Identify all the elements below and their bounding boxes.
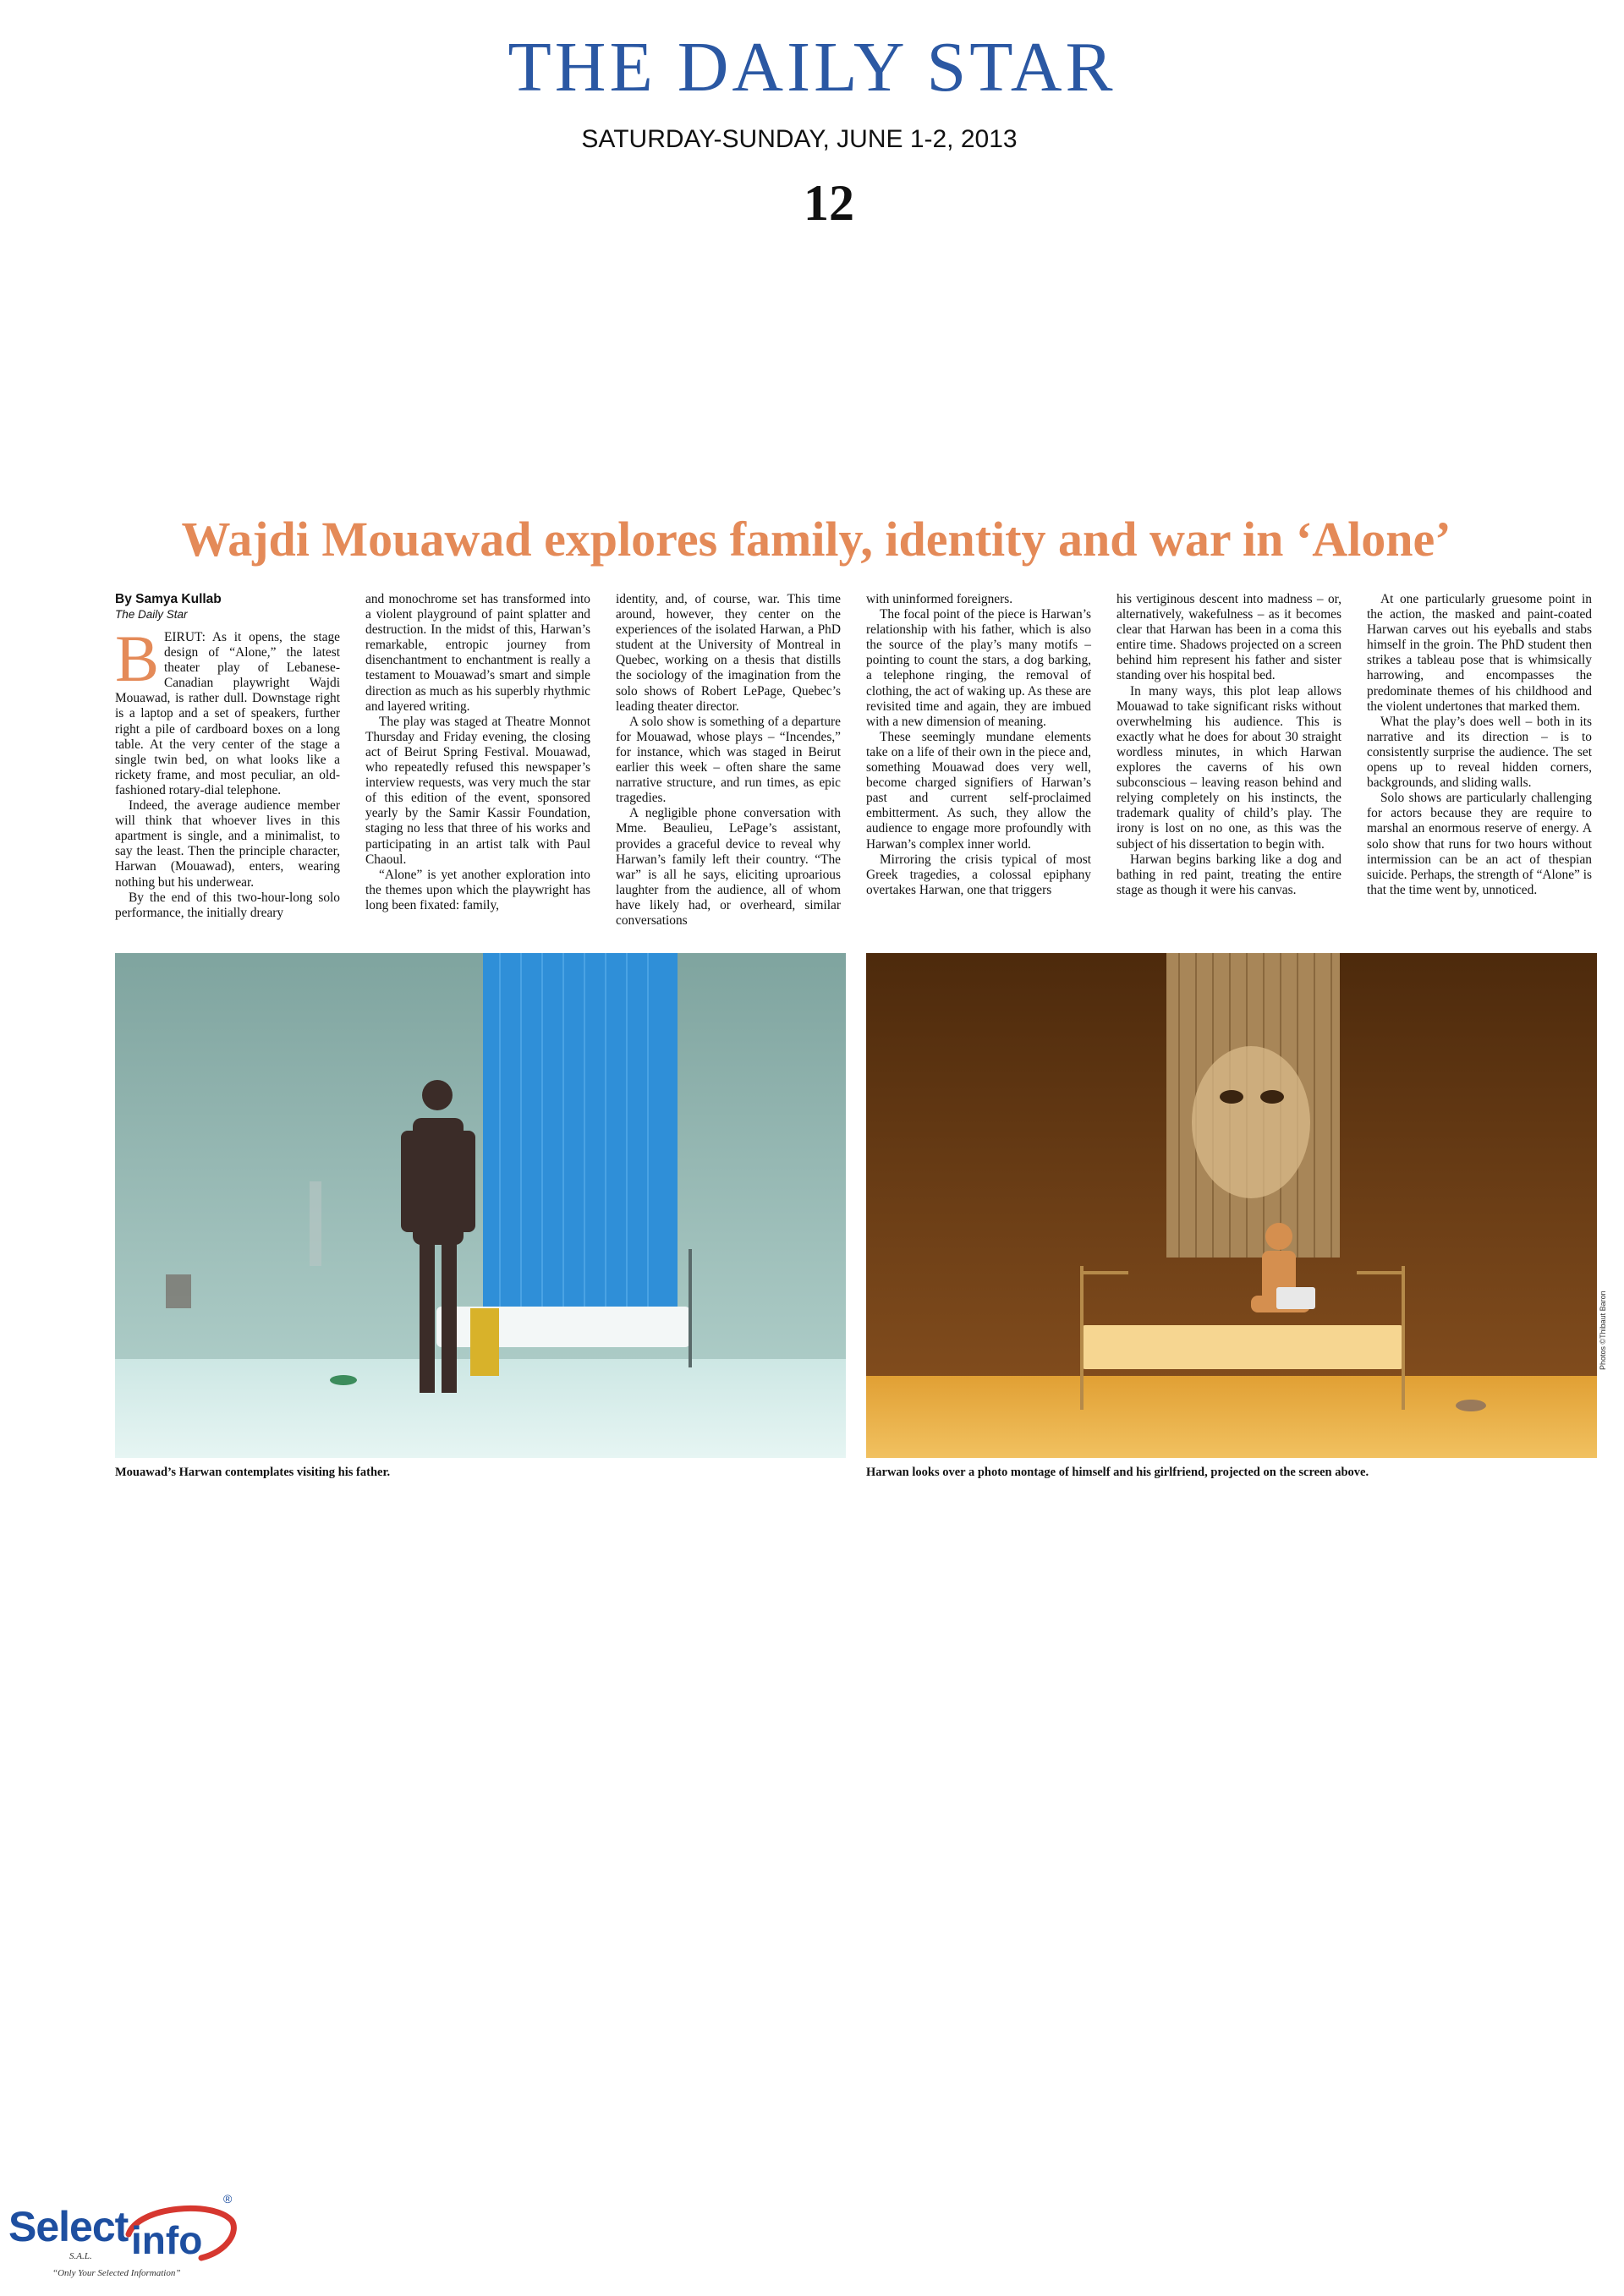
article-column-4	[866, 592, 1091, 898]
article-column-1	[115, 592, 340, 921]
article-paragraph: “Alone” is yet another exploration into the themes upon which the playwright has long been fixated: family,	[365, 867, 590, 912]
registered-mark: ®	[223, 2192, 233, 2206]
dateline: SATURDAY-SUNDAY, JUNE 1-2, 2013	[581, 125, 1018, 153]
article-paragraph: BEIRUT: As it opens, the stage design of “Alone,” the latest theater play of Lebanese-Canadian playwright Wajdi Mouawad, is rather dull. Downstage right is a laptop and a set of speakers, further right a pile of cardboard boxes on a long table. At the very center of the stage a single twin bed, on what looks like a rickety frame, and most peculiar, an old-fashioned rotary-dial telephone.	[115, 622, 340, 797]
byline-source: The Daily Star	[115, 608, 188, 621]
article-paragraph: identity, and, of course, war. This time around, however, they center on the experiences of the isolated Harwan, a PhD student at the University of Montreal in Quebec, working on a thesis that distills the sociology of the imagination from the solo shows of Robert LePage, Quebec’s leading theater director.	[616, 592, 841, 714]
selectinfo-logo	[8, 2190, 254, 2292]
article-paragraph: What the play’s does well – both in its narrative and its direction – is to consistently surprise the audience. The set opens up to reveal hidden corners, backgrounds, and sliding walls.	[1367, 714, 1592, 791]
article-column-2	[365, 592, 590, 913]
stage-photo-2	[866, 953, 1597, 1458]
article-column-5	[1116, 592, 1341, 898]
article-paragraph: In many ways, this plot leap allows Mouawad to take significant risks without overwhelming his audience. This is exactly what he does for about 30 straight wordless minutes, in which Harwan explores the caverns of his own subconscious – leaving reason behind and relying completely on his instincts, the trademark quality of child’s play. The irony is lost on no one, as this was the subject of his dissertation to begin with.	[1116, 683, 1341, 852]
logo-tagline: “Only Your Selected Information”	[52, 2268, 181, 2278]
page-number: 12	[804, 175, 854, 231]
article-paragraph: The play was staged at Theatre Monnot Thursday and Friday evening, the closing act of Beirut Spring Festival. Mouawad, who repeatedly refused this newspaper’s interview requests, was very much the star of this edition of the event, sponsored yearly by the Samir Kassir Foundation, staging no less that three of his works and participating in an artist talk with Paul Chaoul.	[365, 714, 590, 867]
stage-photo-1	[115, 953, 846, 1458]
article-column-6	[1367, 592, 1592, 898]
article-paragraph: The focal point of the piece is Harwan’s relationship with his father, which is also the source of the play’s many motifs – pointing to count the stars, a dog barking, a telephone ringing, the removal of clothing, the act of waking up. As these are revisited time and again, they are imbued with a new dimension of meaning.	[866, 607, 1091, 729]
byline: By Samya Kullab	[115, 592, 222, 606]
article-paragraph: At one particularly gruesome point in the action, the masked and paint-coated Harwan carves out his eyeballs and stabs himself in the groin. The PhD student then strikes a tableau pose that is whimsically harrowing, and encompasses the predominate themes of his childhood and the violent undertones that marked them.	[1367, 592, 1592, 714]
article-column-3	[616, 592, 841, 929]
photo-credit: Photos ©Thibaut Baron	[1599, 1290, 1607, 1370]
article-paragraph: his vertiginous descent into madness – or, alternatively, wakefulness – as it becomes clear that Harwan has been in a coma this entire time. Shadows projected on a screen behind him represent his father and sister standing over his hospital bed.	[1116, 592, 1341, 683]
masthead: THE DAILY STAR	[508, 28, 1116, 107]
logo-text-info: info	[131, 2218, 203, 2262]
article-paragraph: Harwan begins barking like a dog and bathing in red paint, treating the entire stage as though it were his canvas.	[1116, 852, 1341, 897]
article-paragraph: These seemingly mundane elements take on a life of their own in the piece and, something Mouawad does very well, become charged signifiers of Harwan’s past and current self-proclaimed embitterment. As such, they allow the audience to engage more profoundly with Harwan’s complex inner world.	[866, 729, 1091, 852]
article-paragraph: A solo show is something of a departure for Mouawad, whose plays – “Incendes,” for instance, which was staged in Beirut earlier this week – often share the same narrative structure, and run times, as epic tragedies.	[616, 714, 841, 806]
drop-cap: B	[115, 622, 160, 695]
article-paragraph: Mirroring the crisis typical of most Greek tragedies, a colossal epiphany overtakes Harwan, one that triggers	[866, 852, 1091, 897]
article-paragraph: A negligible phone conversation with Mme. Beaulieu, LePage’s assistant, provides a graceful device to reveal why Harwan’s family left their country. “The war” is all he says, eliciting uproarious laughter from the audience, all of whom have likely had, or overheard, similar conversations	[616, 806, 841, 928]
article-paragraph: with uninformed foreigners.	[866, 592, 1013, 606]
logo-sal: S.A.L.	[69, 2251, 92, 2261]
photo-caption-1: Mouawad’s Harwan contemplates visiting his father.	[115, 1466, 391, 1479]
article-headline: Wajdi Mouawad explores family, identity and war in ‘Alone’	[181, 512, 1451, 567]
article-paragraph: Solo shows are particularly challenging for actors because they are require to marshal an enormous reserve of energy. A solo show that runs for two hours without intermission can be an act of thespian suicide. Perhaps, the strength of “Alone” is that the time went by, unnoticed.	[1367, 791, 1592, 897]
article-paragraph: By the end of this two-hour-long solo performance, the initially dreary	[115, 890, 340, 920]
photo-caption-2: Harwan looks over a photo montage of himself and his girlfriend, projected on the screen above.	[866, 1466, 1369, 1479]
article-paragraph: and monochrome set has transformed into a violent playground of paint splatter and destruction. In the midst of this, Harwan’s remarkable, entropic journey from disenchantment to enchantment is really a testament to Mouawad’s smart and simple direction as much as his superbly rhythmic and layered writing.	[365, 592, 590, 714]
logo-text-select: Select	[8, 2203, 129, 2250]
article-paragraph: Indeed, the average audience member will think that whoever lives in this apartment is single, and a minimalist, to say the least. Then the principle character, Harwan (Mouawad), enters, wearing nothing but his underwear.	[115, 798, 340, 890]
